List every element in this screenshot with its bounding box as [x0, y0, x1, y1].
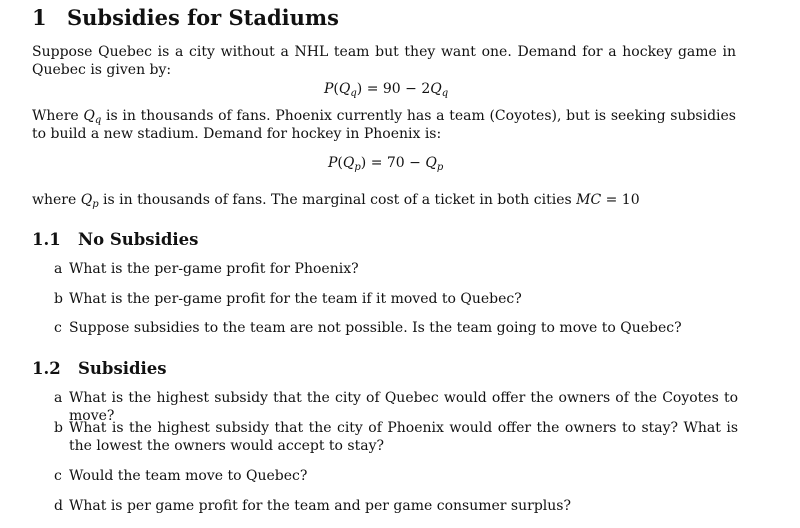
question-item: c Would the team move to Quebec? [54, 468, 308, 484]
equation-quebec-demand: $P(Q_q) = 90 - 2Q_q$ [324, 81, 449, 99]
section-number: 1 [32, 5, 47, 30]
question-item: a What is the highest subsidy that the city of Quebec would offer the owners of the Coyotes to move? [54, 390, 738, 424]
equation-phoenix-demand: $P(Q_p) = 70 - Q_p$ [328, 155, 444, 173]
question-item: d What is per game profit for the team and per game consumer surplus? [54, 498, 571, 514]
question-item: b What is the per-game profit for the team if it moved to Quebec? [54, 291, 522, 307]
section-title: Subsidies for Stadiums [67, 5, 339, 30]
subsection-heading-subsidies: 1.2 Subsidies [32, 359, 167, 378]
question-item: c Suppose subsidies to the team are not possible. Is the team going to move to Quebec? [54, 320, 682, 336]
marginal-cost-paragraph: where $Q_p$ is in thousands of fans. The marginal cost of a ticket in both cities MC = 10 [32, 192, 640, 210]
question-item: a What is the per-game profit for Phoenix? [54, 261, 359, 277]
subsection-heading-no-subsidies: 1.1 No Subsidies [32, 230, 199, 249]
question-item: b What is the highest subsidy that the city of Phoenix would offer the owners to stay? What is the lowest the owners would accept to stay? [54, 420, 738, 454]
intro-paragraph-phoenix: Where $Q_q$ is in thousands of fans. Phoenix currently has a team (Coyotes), but is seeking subsidies to build a new stadium. Demand for hockey in Phoenix is: [32, 108, 736, 142]
intro-paragraph-quebec: Suppose Quebec is a city without a NHL team but they want one. Demand for a hockey game in Quebec is given by: [32, 44, 736, 78]
section-heading [32, 6, 339, 30]
